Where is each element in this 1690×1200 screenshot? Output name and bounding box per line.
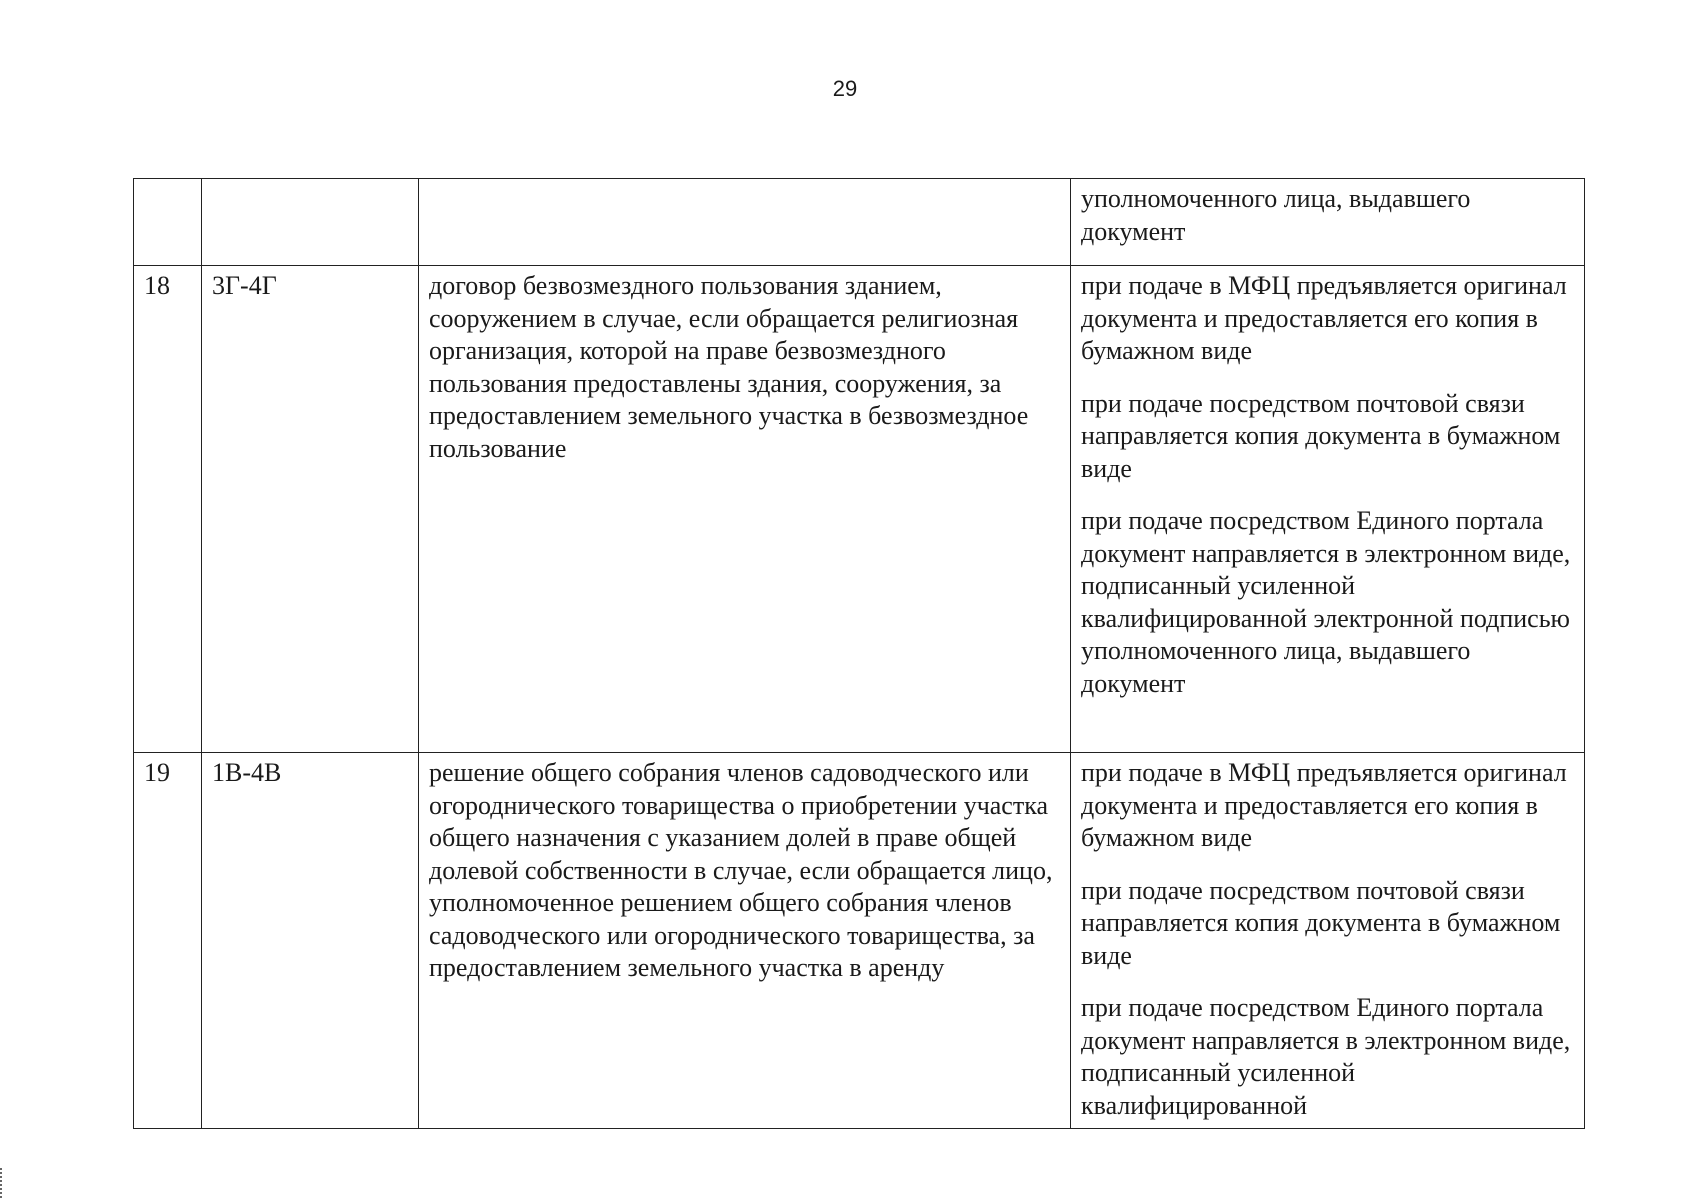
document-table [133,178,1585,1129]
row-notes-cell [1071,179,1585,266]
note-paragraph-portal: при подаче посредством Единого портала документ направляется в электронном виде, подписанный усиленной квалифицированной электронной подписью уполномоченного лица, выдавшего документ [1081,506,1571,698]
page-number: 29 [832,76,858,101]
row-code-cell: 1В-4В [202,753,419,1129]
row-number-cell [134,179,202,266]
scan-edge-mark [0,1168,5,1198]
row-notes-cell [1071,266,1585,753]
note-paragraph-mfc: при подаче в МФЦ предъявляется оригинал документа и предоставляется его копия в бумажном виде [1081,271,1567,365]
row-code-cell [202,179,419,266]
row-number-cell: 19 [134,753,202,1129]
note-paragraph-post: при подаче посредством почтовой связи направляется копия документа в бумажном виде [1081,875,1561,970]
note-paragraph: уполномоченного лица, выдавшего документ [1081,184,1471,246]
note-paragraph-post: при подаче посредством почтовой связи направляется копия документа в бумажном виде [1081,388,1561,483]
row-description-cell: решение общего собрания членов садоводческого или огороднического товарищества о приобретении участка общего назначения с указанием долей в праве общей долевой собственности в случае, если обращается лицо, уполномоченное решением общего собрания членов садоводческого или огороднического товарищества, за предоставлением земельного участка в аренду [419,753,1071,1129]
table-row-18 [134,266,1585,753]
row-description-cell: договор безвозмездного пользования зданием, сооружением в случае, если обращается религиозная организация, которой на праве безвозмездного пользования предоставлены здания, сооружения, за предоставлением земельного участка в безвозмездное пользование [419,266,1071,753]
table-row-19 [134,753,1585,1129]
row-description-cell [419,179,1071,266]
row-notes-cell [1071,753,1585,1129]
row-code-cell: 3Г-4Г [202,266,419,753]
row-number-cell: 18 [134,266,202,753]
note-paragraph-mfc: при подаче в МФЦ предъявляется оригинал документа и предоставляется его копия в бумажном виде [1081,758,1567,852]
table-row-continuation [134,179,1585,266]
note-paragraph-portal: при подаче посредством Единого портала документ направляется в электронном виде, подписанный усиленной квалифицированной [1081,993,1571,1120]
